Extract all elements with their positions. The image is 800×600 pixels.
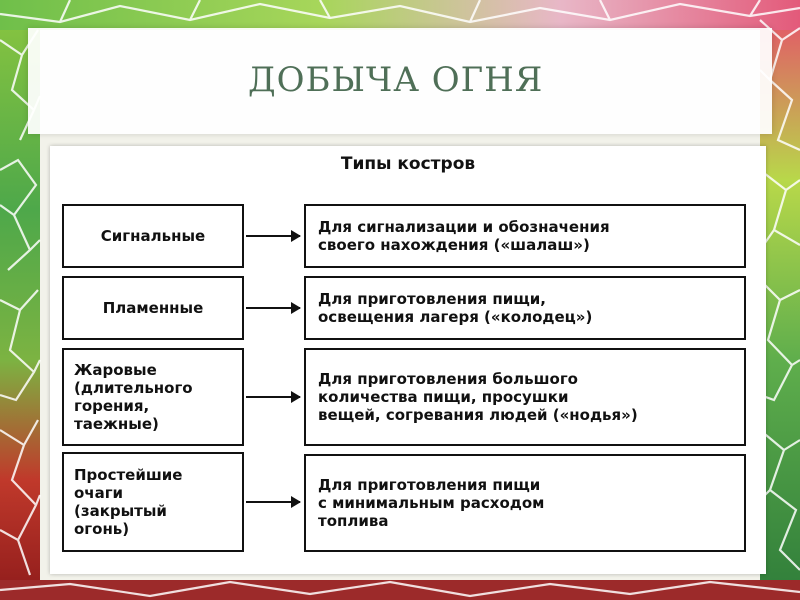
arrow-icon	[246, 396, 300, 398]
purpose-text: Для приготовления пищи, освещения лагеря («колодец»)	[318, 290, 593, 326]
campfire-types-diagram	[50, 146, 766, 574]
type-label: Простейшие очаги (закрытый огонь)	[74, 466, 183, 538]
diagram-title: Типы костров	[340, 154, 476, 174]
type-box-hearth	[62, 452, 244, 552]
type-label: Жаровые (длительного горения, таежные)	[74, 361, 193, 433]
type-box-flame	[62, 276, 244, 340]
type-box-heat	[62, 348, 244, 446]
type-box-signal	[62, 204, 244, 268]
arrow-icon	[246, 307, 300, 309]
purpose-box-flame	[304, 276, 746, 340]
type-label: Сигнальные	[100, 227, 206, 245]
slide-title: ДОБЫЧА ОГНЯ	[248, 60, 544, 100]
purpose-text: Для приготовления большого количества пищи, просушки вещей, согревания людей («нодья»)	[318, 370, 638, 424]
arrow-icon	[246, 501, 300, 503]
purpose-box-signal	[304, 204, 746, 268]
purpose-text: Для приготовления пищи с минимальным расходом топлива	[318, 476, 545, 530]
type-label: Пламенные	[102, 299, 204, 317]
arrow-icon	[246, 235, 300, 237]
purpose-box-hearth	[304, 454, 746, 552]
purpose-text: Для сигнализации и обозначения своего нахождения («шалаш»)	[318, 218, 610, 254]
purpose-box-heat	[304, 348, 746, 446]
